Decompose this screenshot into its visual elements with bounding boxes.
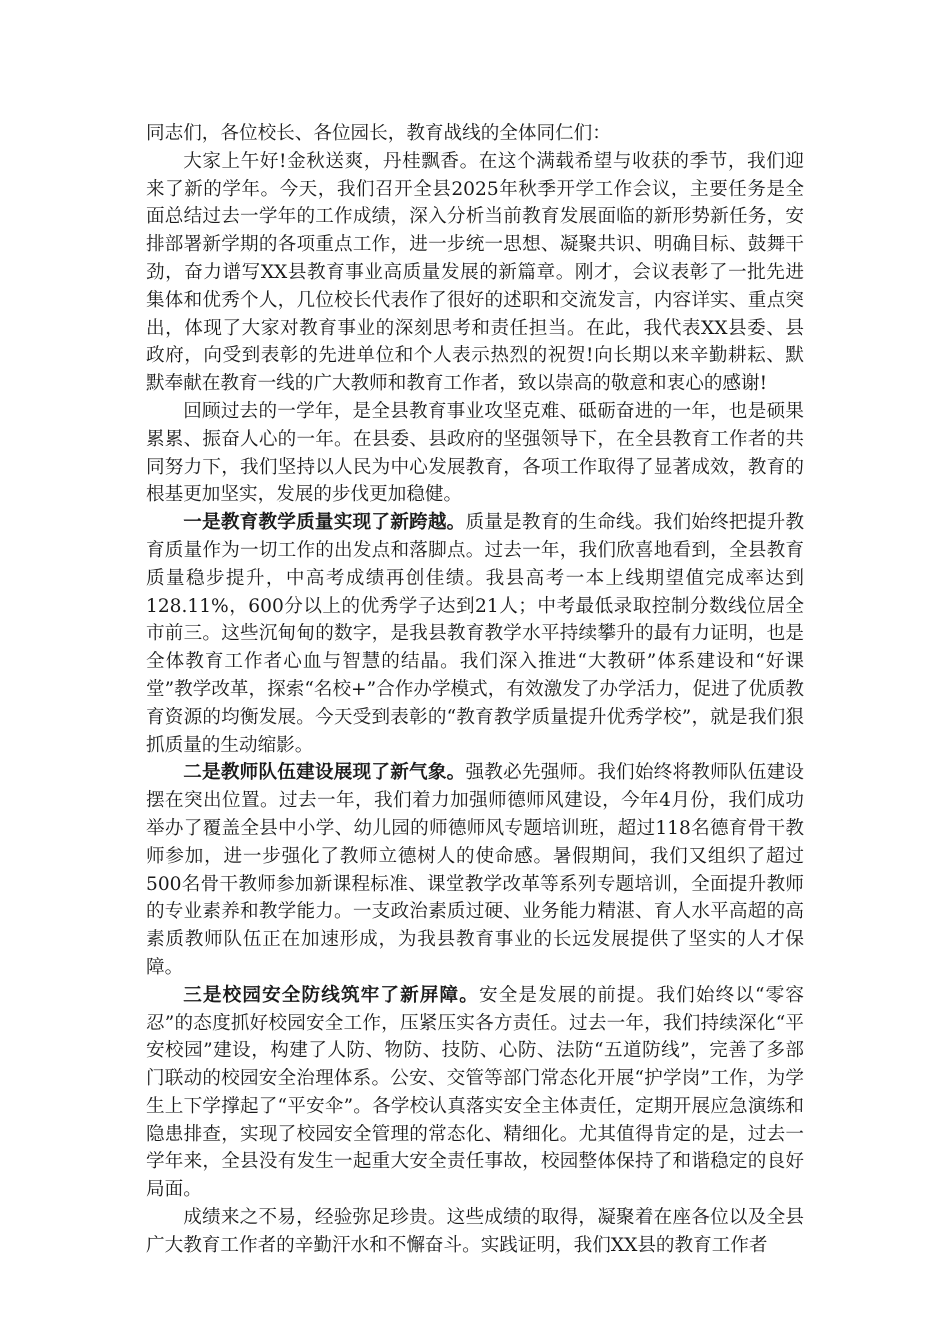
paragraph-text: 成绩来之不易，经验弥足珍贵。这些成绩的取得，凝聚着在座各位以及全县广大教育工作者的辛勤汗水和不懈奋斗。实践证明，我们XX县的教育工作者 [146, 1207, 804, 1256]
paragraph-closing [146, 1204, 804, 1260]
paragraph-text: 质量是教育的生命线。我们始终把提升教育质量作为一切工作的出发点和落脚点。过去一年，我们欣喜地看到，全县教育质量稳步提升，中高考成绩再创佳绩。我县高考一本上线期望值完成率达到128.11%，600分以上的优秀学子达到21人；中考最低录取控制分数线位居全市前三。这些沉甸甸的数字，是我县教育教学水平持续攀升的最有力证明，也是全体教育工作者心血与智慧的结晶。我们深入推进“大教研”体系建设和“好课堂”教学改革，探索“名校+”合作办学模式，有效激发了办学活力，促进了优质教育资源的均衡发展。今天受到表彰的“教育教学质量提升优秀学校”，就是我们狠抓质量的生动缩影。 [146, 512, 804, 756]
paragraph-text: 强教必先强师。我们始终将教师队伍建设摆在突出位置。过去一年，我们着力加强师德师风建设，今年4月份，我们成功举办了覆盖全县中小学、幼儿园的师德师风专题培训班，超过118名德育骨干教师参加，进一步强化了教师立德树人的使命感。暑假期间，我们又组织了超过500名骨干教师参加新课程标准、课堂教学改革等系列专题培训，全面提升教师的专业素养和教学能力。一支政治素质过硬、业务能力精湛、育人水平高超的高素质教师队伍正在加速形成，为我县教育事业的长远发展提供了坚实的人才保障。 [146, 762, 804, 978]
paragraph-quality [146, 509, 804, 759]
paragraph-heading: 三是校园安全防线筑牢了新屏障。 [183, 984, 479, 1006]
speech-document [146, 120, 804, 1260]
paragraph-opening [146, 148, 804, 398]
paragraph-heading: 一是教育教学质量实现了新跨越。 [183, 512, 466, 534]
paragraph-text: 回顾过去的一学年，是全县教育事业攻坚克难、砥砺奋进的一年，也是硕果累累、振奋人心的一年。在县委、县政府的坚强领导下，在全县教育工作者的共同努力下，我们坚持以人民为中心发展教育，各项工作取得了显著成效，教育的根基更加坚实，发展的步伐更加稳健。 [146, 400, 804, 506]
paragraph-review [146, 398, 804, 509]
paragraph-safety [146, 982, 804, 1204]
paragraph-text: 安全是发展的前提。我们始终以“零容忍”的态度抓好校园安全工作，压紧压实各方责任。过去一年，我们持续深化“平安校园”建设，构建了人防、物防、技防、心防、法防“五道防线”，完善了多部门联动的校园安全治理体系。公安、交管等部门常态化开展“护学岗”工作，为学生上下学撑起了“平安伞”。各学校认真落实安全主体责任，定期开展应急演练和隐患排查，实现了校园安全管理的常态化、精细化。尤其值得肯定的是，过去一学年来，全县没有发生一起重大安全责任事故，校园整体保持了和谐稳定的良好局面。 [146, 984, 804, 1201]
salutation: 同志们，各位校长、各位园长，教育战线的全体同仁们： [146, 123, 611, 144]
paragraph-heading: 二是教师队伍建设展现了新气象。 [183, 762, 466, 784]
paragraph-teachers [146, 759, 804, 981]
paragraph-text: 大家上午好!金秋送爽，丹桂飘香。在这个满载希望与收获的季节，我们迎来了新的学年。今天，我们召开全县2025年秋季开学工作会议，主要任务是全面总结过去一学年的工作成绩，深入分析当前教育发展面临的新形势新任务，安排部署新学期的各项重点工作，进一步统一思想、凝聚共识、明确目标、鼓舞干劲，奋力谱写XX县教育事业高质量发展的新篇章。刚才，会议表彰了一批先进集体和优秀个人，几位校长代表作了很好的述职和交流发言，内容详实、重点突出，体现了大家对教育事业的深刻思考和责任担当。在此，我代表XX县委、县政府，向受到表彰的先进单位和个人表示热烈的祝贺!向长期以来辛勤耕耘、默默奉献在教育一线的广大教师和教育工作者，致以崇高的敬意和衷心的感谢! [146, 150, 804, 395]
